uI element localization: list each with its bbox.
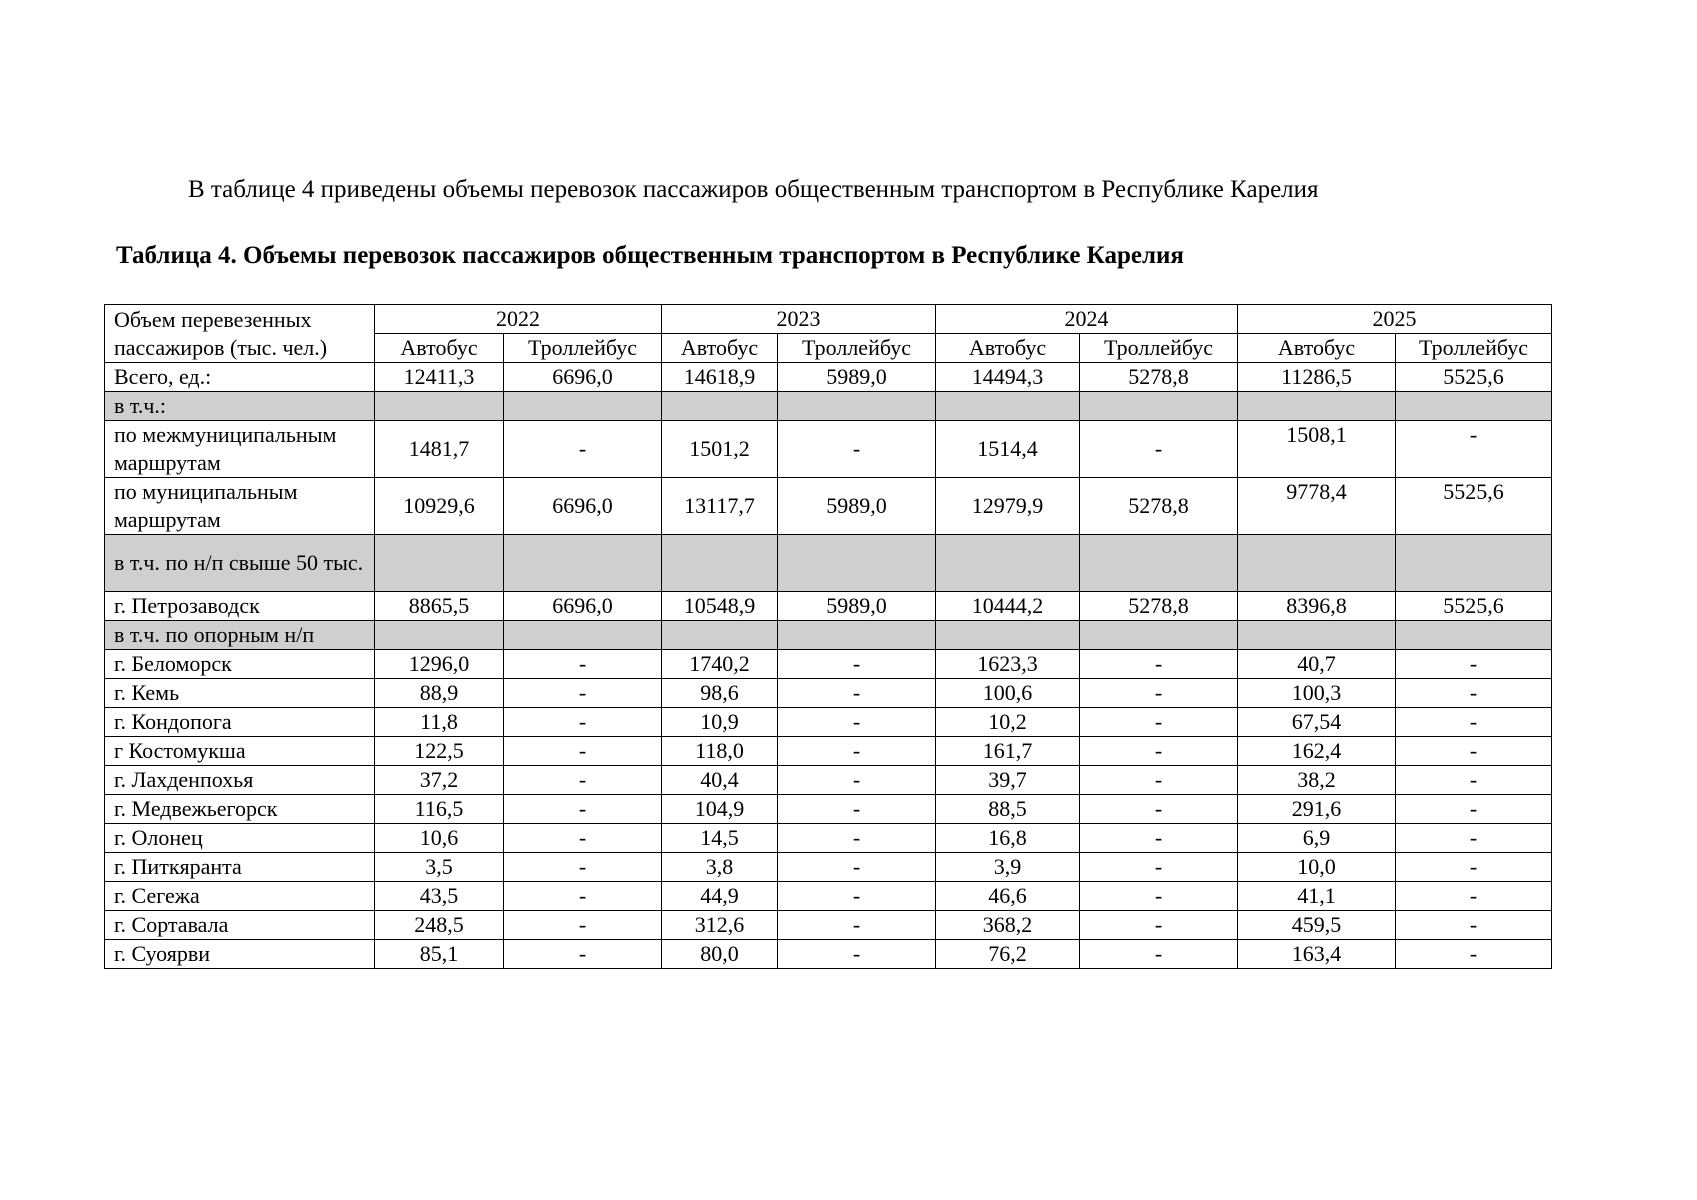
table-row <box>105 795 1552 824</box>
value-cell: 16,8 <box>936 824 1080 853</box>
value-cell: - <box>778 650 936 679</box>
value-cell: - <box>778 940 936 969</box>
value-cell: 5989,0 <box>778 592 936 621</box>
value-cell: - <box>1396 911 1552 940</box>
value-cell: 1481,7 <box>375 421 504 478</box>
value-cell: 1296,0 <box>375 650 504 679</box>
value-cell <box>936 392 1080 421</box>
value-cell: 100,3 <box>1238 679 1396 708</box>
value-cell: 41,1 <box>1238 882 1396 911</box>
value-cell: - <box>504 824 662 853</box>
value-cell: 67,54 <box>1238 708 1396 737</box>
value-cell: 5989,0 <box>778 478 936 535</box>
value-cell: - <box>1080 911 1238 940</box>
value-cell <box>375 535 504 592</box>
table-row <box>105 853 1552 882</box>
value-cell: 1508,1 <box>1238 421 1396 478</box>
table-row <box>105 911 1552 940</box>
value-cell: 46,6 <box>936 882 1080 911</box>
row-label: г Костомукша <box>105 737 375 766</box>
value-cell: 5525,6 <box>1396 478 1552 535</box>
value-cell: 6696,0 <box>504 592 662 621</box>
table-row <box>105 363 1552 392</box>
row-label: г. Петрозаводск <box>105 592 375 621</box>
value-cell: - <box>1080 795 1238 824</box>
transport-type-header: Автобус <box>662 334 778 363</box>
value-cell: 11,8 <box>375 708 504 737</box>
value-cell: - <box>504 853 662 882</box>
value-cell <box>1080 621 1238 650</box>
value-cell: - <box>504 421 662 478</box>
header-row-years <box>105 305 1552 334</box>
row-label: г. Суоярви <box>105 940 375 969</box>
value-cell: - <box>778 824 936 853</box>
value-cell: - <box>1080 882 1238 911</box>
row-label: г. Кондопога <box>105 708 375 737</box>
value-cell: 161,7 <box>936 737 1080 766</box>
section-row <box>105 392 1552 421</box>
value-cell: 98,6 <box>662 679 778 708</box>
value-cell <box>1238 621 1396 650</box>
value-cell: 14618,9 <box>662 363 778 392</box>
value-cell: 6696,0 <box>504 363 662 392</box>
table-row <box>105 679 1552 708</box>
value-cell: 38,2 <box>1238 766 1396 795</box>
value-cell <box>1080 535 1238 592</box>
row-label: г. Беломорск <box>105 650 375 679</box>
transport-type-header: Троллейбус <box>1080 334 1238 363</box>
value-cell: - <box>504 679 662 708</box>
value-cell: - <box>1080 421 1238 478</box>
value-cell: 40,7 <box>1238 650 1396 679</box>
value-cell: - <box>1396 882 1552 911</box>
value-cell: 12979,9 <box>936 478 1080 535</box>
value-cell <box>504 535 662 592</box>
value-cell: 39,7 <box>936 766 1080 795</box>
value-cell: - <box>1396 421 1552 478</box>
intro-paragraph: В таблице 4 приведены объемы перевозок пассажиров общественным транспортом в Республике Карелия <box>188 176 1319 203</box>
row-label: г. Медвежьегорск <box>105 795 375 824</box>
value-cell: 6696,0 <box>504 478 662 535</box>
value-cell: 459,5 <box>1238 911 1396 940</box>
value-cell: 10,9 <box>662 708 778 737</box>
value-cell: - <box>504 940 662 969</box>
value-cell: 10,0 <box>1238 853 1396 882</box>
value-cell: - <box>1396 708 1552 737</box>
value-cell: - <box>504 737 662 766</box>
value-cell: - <box>1396 824 1552 853</box>
row-label: г. Кемь <box>105 679 375 708</box>
value-cell: 6,9 <box>1238 824 1396 853</box>
value-cell: - <box>1396 795 1552 824</box>
value-cell: 5525,6 <box>1396 592 1552 621</box>
value-cell <box>1396 621 1552 650</box>
table-body <box>105 363 1552 969</box>
year-header: 2025 <box>1238 305 1552 334</box>
value-cell: 122,5 <box>375 737 504 766</box>
value-cell: 10929,6 <box>375 478 504 535</box>
table-caption: Таблица 4. Объемы перевозок пассажиров общественным транспортом в Республике Карелия <box>116 242 1184 269</box>
value-cell: - <box>778 882 936 911</box>
value-cell: 1623,3 <box>936 650 1080 679</box>
value-cell: 5989,0 <box>778 363 936 392</box>
value-cell: 163,4 <box>1238 940 1396 969</box>
row-label: г. Олонец <box>105 824 375 853</box>
value-cell: - <box>1396 679 1552 708</box>
value-cell: 88,9 <box>375 679 504 708</box>
row-label: г. Питкяранта <box>105 853 375 882</box>
value-cell <box>504 621 662 650</box>
value-cell: 3,5 <box>375 853 504 882</box>
section-row <box>105 621 1552 650</box>
table-row <box>105 421 1552 478</box>
table-row <box>105 766 1552 795</box>
value-cell: 10444,2 <box>936 592 1080 621</box>
value-cell: 162,4 <box>1238 737 1396 766</box>
value-cell: 3,8 <box>662 853 778 882</box>
table-row <box>105 882 1552 911</box>
table-row <box>105 592 1552 621</box>
table-row <box>105 940 1552 969</box>
value-cell: 14494,3 <box>936 363 1080 392</box>
value-cell <box>1080 392 1238 421</box>
value-cell: - <box>1396 853 1552 882</box>
value-cell: 10548,9 <box>662 592 778 621</box>
value-cell: 100,6 <box>936 679 1080 708</box>
table-row <box>105 737 1552 766</box>
value-cell: 13117,7 <box>662 478 778 535</box>
value-cell: - <box>504 708 662 737</box>
year-header: 2024 <box>936 305 1238 334</box>
value-cell: - <box>1396 737 1552 766</box>
table-row <box>105 708 1552 737</box>
value-cell: - <box>504 882 662 911</box>
value-cell: 10,2 <box>936 708 1080 737</box>
value-cell: - <box>1080 766 1238 795</box>
value-cell: 12411,3 <box>375 363 504 392</box>
value-cell: - <box>1080 853 1238 882</box>
value-cell: - <box>1396 650 1552 679</box>
value-cell: - <box>504 650 662 679</box>
value-cell: 80,0 <box>662 940 778 969</box>
value-cell: 8396,8 <box>1238 592 1396 621</box>
value-cell: 76,2 <box>936 940 1080 969</box>
value-cell: - <box>778 679 936 708</box>
value-cell: 9778,4 <box>1238 478 1396 535</box>
value-cell: - <box>778 766 936 795</box>
value-cell: - <box>778 421 936 478</box>
value-cell: - <box>1080 737 1238 766</box>
value-cell: 37,2 <box>375 766 504 795</box>
value-cell: 5278,8 <box>1080 592 1238 621</box>
value-cell: 104,9 <box>662 795 778 824</box>
value-cell: - <box>778 853 936 882</box>
value-cell <box>662 535 778 592</box>
row-label: г. Сегежа <box>105 882 375 911</box>
value-cell: - <box>1080 824 1238 853</box>
section-row <box>105 535 1552 592</box>
passenger-volume-table <box>104 304 1552 969</box>
value-cell: - <box>778 795 936 824</box>
value-cell: 43,5 <box>375 882 504 911</box>
value-cell: 118,0 <box>662 737 778 766</box>
value-cell <box>936 621 1080 650</box>
corner-header: Объем перевезенных пассажиров (тыс. чел.) <box>105 305 375 363</box>
value-cell <box>1238 535 1396 592</box>
value-cell: - <box>778 737 936 766</box>
value-cell: 5278,8 <box>1080 478 1238 535</box>
value-cell: 5525,6 <box>1396 363 1552 392</box>
value-cell: 14,5 <box>662 824 778 853</box>
value-cell: 5278,8 <box>1080 363 1238 392</box>
row-label: по муниципальным маршрутам <box>105 478 375 535</box>
row-label: в т.ч. по опорным н/п <box>105 621 375 650</box>
value-cell: 248,5 <box>375 911 504 940</box>
transport-type-header: Автобус <box>936 334 1080 363</box>
value-cell: - <box>1080 650 1238 679</box>
row-label: г. Лахденпохья <box>105 766 375 795</box>
table-row <box>105 824 1552 853</box>
value-cell: - <box>1396 940 1552 969</box>
value-cell <box>662 621 778 650</box>
value-cell: - <box>504 911 662 940</box>
value-cell: 10,6 <box>375 824 504 853</box>
value-cell: 8865,5 <box>375 592 504 621</box>
value-cell <box>778 535 936 592</box>
value-cell: 312,6 <box>662 911 778 940</box>
value-cell: 11286,5 <box>1238 363 1396 392</box>
value-cell: - <box>1080 708 1238 737</box>
value-cell: 1740,2 <box>662 650 778 679</box>
value-cell: - <box>504 795 662 824</box>
value-cell: - <box>1396 766 1552 795</box>
row-label: в т.ч. по н/п свыше 50 тыс. <box>105 535 375 592</box>
row-label: по межмуниципальным маршрутам <box>105 421 375 478</box>
row-label: г. Сортавала <box>105 911 375 940</box>
transport-type-header: Троллейбус <box>1396 334 1552 363</box>
value-cell <box>1238 392 1396 421</box>
value-cell <box>662 392 778 421</box>
value-cell: 44,9 <box>662 882 778 911</box>
table-row <box>105 478 1552 535</box>
value-cell: 85,1 <box>375 940 504 969</box>
value-cell <box>1396 535 1552 592</box>
transport-type-header: Автобус <box>375 334 504 363</box>
value-cell <box>778 621 936 650</box>
row-label: в т.ч.: <box>105 392 375 421</box>
transport-type-header: Троллейбус <box>778 334 936 363</box>
transport-type-header: Автобус <box>1238 334 1396 363</box>
value-cell: 368,2 <box>936 911 1080 940</box>
value-cell: 291,6 <box>1238 795 1396 824</box>
year-header: 2023 <box>662 305 936 334</box>
year-header: 2022 <box>375 305 662 334</box>
row-label: Всего, ед.: <box>105 363 375 392</box>
value-cell: 88,5 <box>936 795 1080 824</box>
value-cell: 116,5 <box>375 795 504 824</box>
value-cell <box>1396 392 1552 421</box>
value-cell: - <box>504 766 662 795</box>
value-cell: 1514,4 <box>936 421 1080 478</box>
value-cell: - <box>778 708 936 737</box>
value-cell: - <box>1080 940 1238 969</box>
value-cell <box>504 392 662 421</box>
value-cell <box>375 621 504 650</box>
value-cell: 1501,2 <box>662 421 778 478</box>
value-cell: - <box>1080 679 1238 708</box>
value-cell: - <box>778 911 936 940</box>
table-row <box>105 650 1552 679</box>
value-cell <box>936 535 1080 592</box>
value-cell: 3,9 <box>936 853 1080 882</box>
value-cell <box>778 392 936 421</box>
value-cell <box>375 392 504 421</box>
transport-type-header: Троллейбус <box>504 334 662 363</box>
value-cell: 40,4 <box>662 766 778 795</box>
